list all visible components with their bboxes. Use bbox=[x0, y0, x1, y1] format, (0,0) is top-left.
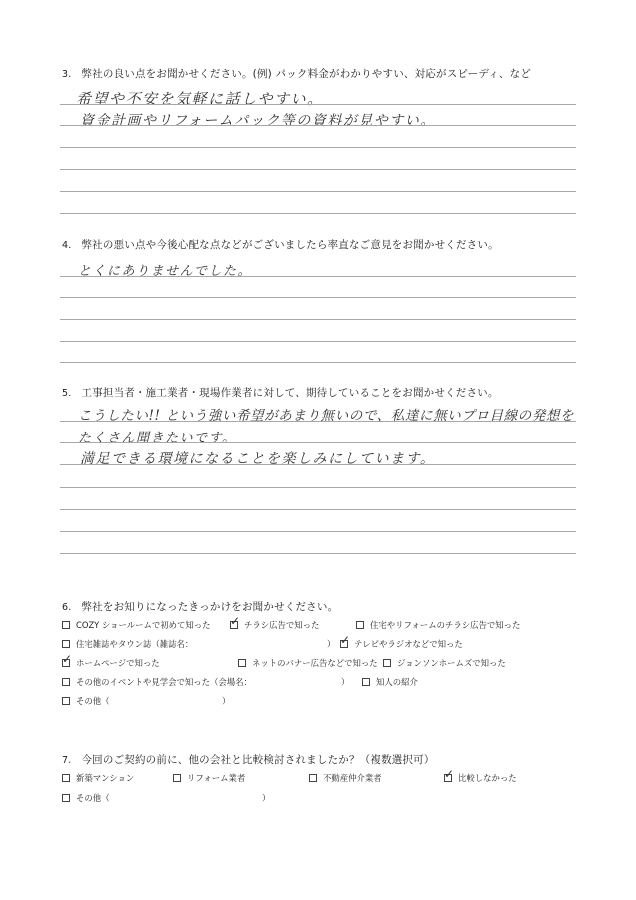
answer-line bbox=[60, 125, 576, 126]
question-number: 3. bbox=[62, 69, 72, 80]
option-housing-flyer[interactable]: 住宅やリフォームのチラシ広告で知った bbox=[356, 619, 520, 631]
answer-line bbox=[60, 509, 576, 510]
checkbox[interactable] bbox=[62, 621, 70, 629]
other-close-paren: ） bbox=[222, 696, 231, 706]
option-new-condo[interactable]: 新築マンション bbox=[62, 772, 134, 784]
handwritten-answer: たくさん聞きたいです。 bbox=[78, 431, 237, 446]
answer-line bbox=[60, 531, 576, 532]
answer-line bbox=[60, 464, 576, 465]
checkbox[interactable] bbox=[173, 774, 181, 782]
option-magazine[interactable]: 住宅雑誌やタウン誌（雑誌名： bbox=[62, 638, 193, 650]
option-flyer-ad[interactable]: ✓ チラシ広告で知った bbox=[230, 619, 319, 631]
checkbox[interactable] bbox=[356, 621, 364, 629]
question-5 bbox=[62, 385, 499, 400]
checkbox[interactable] bbox=[62, 774, 70, 782]
checkbox[interactable] bbox=[62, 678, 70, 686]
question-text: 工事担当者・施工業者・現場作業者に対して、期待していることをお聞かせください。 bbox=[81, 387, 499, 399]
answer-line bbox=[60, 191, 576, 192]
answer-line bbox=[60, 319, 576, 320]
checkbox-checked[interactable] bbox=[444, 774, 452, 782]
question-number: 7. bbox=[62, 755, 72, 766]
option-event[interactable]: その他のイベントや見学会で知った（会場名： bbox=[62, 676, 252, 688]
answer-line bbox=[60, 297, 576, 298]
checkbox[interactable] bbox=[362, 678, 370, 686]
answer-line bbox=[60, 276, 576, 277]
answer-line bbox=[60, 147, 576, 148]
handwritten-answer: 資金計画やリフォームパック等の資料が見やすい。 bbox=[80, 113, 436, 129]
question-number: 6. bbox=[62, 602, 72, 613]
option-homepage[interactable]: ✓ ホームページで知った bbox=[62, 657, 160, 669]
option-tv-radio[interactable]: ✓ テレビやラジオなどで知った bbox=[340, 638, 463, 650]
answer-line bbox=[60, 442, 576, 443]
answer-line bbox=[60, 487, 576, 488]
question-text: 今回のご契約の前に、他の会社と比較検討されましたか？（複数選択可） bbox=[81, 754, 435, 766]
question-number: 4. bbox=[62, 240, 72, 251]
answer-line bbox=[60, 169, 576, 170]
checkbox[interactable] bbox=[62, 794, 70, 802]
checkbox[interactable] bbox=[309, 774, 317, 782]
checkbox-checked[interactable] bbox=[230, 621, 238, 629]
checkbox[interactable] bbox=[62, 640, 70, 648]
checkbox[interactable] bbox=[383, 659, 391, 667]
handwritten-answer: 満足できる環境になることを楽しみにしています。 bbox=[80, 451, 436, 467]
question-number: 5. bbox=[62, 388, 72, 399]
handwritten-answer: とくにありませんでした。 bbox=[78, 264, 253, 279]
option-cozy-showroom[interactable]: COZY ショールームで初めて知った bbox=[62, 619, 211, 631]
answer-line bbox=[60, 341, 576, 342]
checkbox-checked[interactable] bbox=[62, 659, 70, 667]
magazine-close-paren: ） bbox=[327, 639, 336, 649]
option-other[interactable]: その他（ bbox=[62, 695, 110, 707]
question-4 bbox=[62, 237, 499, 252]
handwritten-answer: こうしたい!! という強い希望があまり無いので、私達に無いプロ目線の発想を bbox=[78, 408, 575, 424]
option-reform-company[interactable]: リフォーム業者 bbox=[173, 772, 245, 784]
answer-line bbox=[60, 213, 576, 214]
option-no-comparison[interactable]: ✓ 比較しなかった bbox=[444, 772, 517, 784]
question-7 bbox=[62, 752, 435, 767]
option-real-estate-agent[interactable]: 不動産仲介業者 bbox=[309, 772, 382, 784]
checkbox-checked[interactable] bbox=[340, 640, 348, 648]
handwritten-answer: 希望や不安を気軽に話しやすい。 bbox=[76, 90, 324, 108]
question-3 bbox=[62, 66, 531, 81]
question-text: 弊社の悪い点や今後心配な点などがございましたら率直なご意見をお聞かせください。 bbox=[81, 239, 499, 251]
other-q7-close-paren: ） bbox=[262, 793, 271, 803]
option-banner-ad[interactable]: ネットのバナー広告などで知った bbox=[238, 657, 378, 669]
question-text: 弊社の良い点をお聞かせください。(例) パック料金がわかりやすい、対応がスピーディ、など bbox=[81, 68, 532, 80]
checkbox[interactable] bbox=[238, 659, 246, 667]
answer-line bbox=[60, 421, 576, 422]
question-text: 弊社をお知りになったきっかけをお聞かせください。 bbox=[81, 601, 339, 613]
question-6 bbox=[62, 599, 338, 614]
option-other-q7[interactable]: その他（ bbox=[62, 792, 110, 804]
checkbox[interactable] bbox=[62, 697, 70, 705]
option-referral[interactable]: 知人の紹介 bbox=[362, 676, 418, 688]
event-close-paren: ） bbox=[341, 677, 350, 687]
answer-line bbox=[60, 362, 576, 363]
answer-line bbox=[60, 104, 576, 105]
answer-line bbox=[60, 553, 576, 554]
option-johnson-homes[interactable]: ジョンソンホームズで知った bbox=[383, 657, 506, 669]
